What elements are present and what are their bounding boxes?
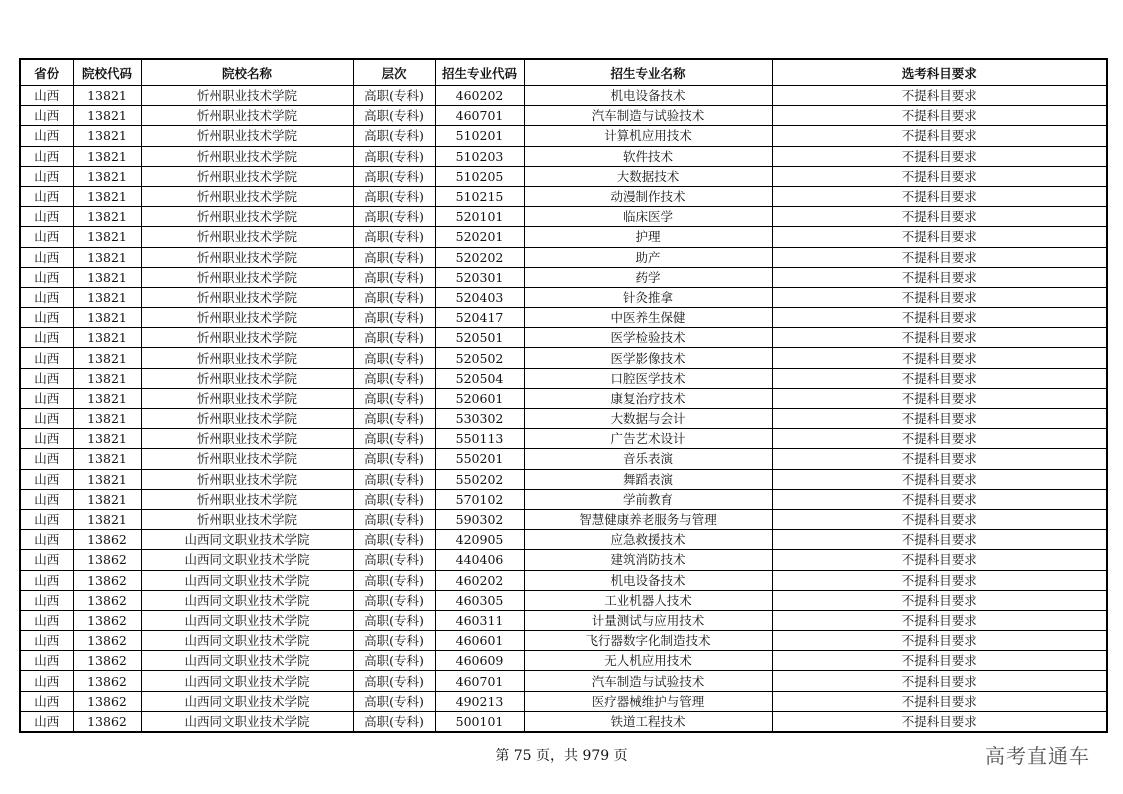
header-province: 省份 [20,59,73,86]
cell-level: 高职(专科) [353,691,435,711]
cell-school-name: 忻州职业技术学院 [141,267,353,287]
cell-major-code: 520417 [435,308,524,328]
cell-major-name: 医疗器械维护与管理 [524,691,772,711]
cell-province: 山西 [20,186,73,206]
cell-level: 高职(专科) [353,550,435,570]
cell-level: 高职(专科) [353,711,435,732]
cell-major-code: 590302 [435,509,524,529]
cell-major-code: 550201 [435,449,524,469]
cell-school-name: 山西同文职业技术学院 [141,691,353,711]
cell-school-name: 山西同文职业技术学院 [141,550,353,570]
cell-major-code: 550202 [435,469,524,489]
cell-province: 山西 [20,388,73,408]
table-row [20,146,1107,166]
cell-province: 山西 [20,711,73,732]
table-row [20,106,1107,126]
cell-school-name: 山西同文职业技术学院 [141,530,353,550]
cell-level: 高职(专科) [353,86,435,106]
header-subject-requirement: 选考科目要求 [772,59,1107,86]
cell-major-name: 医学影像技术 [524,348,772,368]
cell-school-name: 忻州职业技术学院 [141,449,353,469]
cell-subject-requirement: 不提科目要求 [772,126,1107,146]
table-row [20,590,1107,610]
cell-school-code: 13821 [73,409,141,429]
cell-level: 高职(专科) [353,368,435,388]
cell-major-name: 舞蹈表演 [524,469,772,489]
cell-school-code: 13862 [73,671,141,691]
cell-major-code: 520601 [435,388,524,408]
cell-major-code: 510215 [435,186,524,206]
cell-major-name: 广告艺术设计 [524,429,772,449]
cell-level: 高职(专科) [353,429,435,449]
cell-province: 山西 [20,287,73,307]
cell-subject-requirement: 不提科目要求 [772,449,1107,469]
cell-province: 山西 [20,590,73,610]
cell-major-code: 520502 [435,348,524,368]
cell-major-name: 中医养生保健 [524,308,772,328]
table-row [20,651,1107,671]
cell-school-name: 忻州职业技术学院 [141,368,353,388]
cell-school-name: 忻州职业技术学院 [141,86,353,106]
cell-subject-requirement: 不提科目要求 [772,146,1107,166]
cell-major-code: 520504 [435,368,524,388]
cell-province: 山西 [20,106,73,126]
cell-province: 山西 [20,409,73,429]
cell-school-name: 忻州职业技术学院 [141,227,353,247]
cell-subject-requirement: 不提科目要求 [772,86,1107,106]
cell-school-name: 忻州职业技术学院 [141,429,353,449]
cell-subject-requirement: 不提科目要求 [772,610,1107,630]
table-body [20,86,1107,733]
table-row [20,348,1107,368]
cell-major-code: 510205 [435,166,524,186]
cell-province: 山西 [20,267,73,287]
header-school-code: 院校代码 [73,59,141,86]
cell-school-name: 山西同文职业技术学院 [141,610,353,630]
cell-school-code: 13821 [73,489,141,509]
cell-school-code: 13862 [73,550,141,570]
cell-level: 高职(专科) [353,489,435,509]
cell-subject-requirement: 不提科目要求 [772,348,1107,368]
cell-province: 山西 [20,691,73,711]
cell-province: 山西 [20,146,73,166]
cell-school-code: 13821 [73,186,141,206]
cell-major-name: 护理 [524,227,772,247]
cell-school-name: 忻州职业技术学院 [141,287,353,307]
cell-school-name: 忻州职业技术学院 [141,207,353,227]
cell-major-name: 工业机器人技术 [524,590,772,610]
cell-subject-requirement: 不提科目要求 [772,186,1107,206]
cell-subject-requirement: 不提科目要求 [772,651,1107,671]
cell-level: 高职(专科) [353,409,435,429]
cell-major-code: 420905 [435,530,524,550]
cell-level: 高职(专科) [353,126,435,146]
cell-subject-requirement: 不提科目要求 [772,328,1107,348]
cell-school-code: 13821 [73,166,141,186]
cell-subject-requirement: 不提科目要求 [772,166,1107,186]
table-row [20,489,1107,509]
cell-school-name: 忻州职业技术学院 [141,106,353,126]
table-header-row [20,59,1107,86]
cell-school-code: 13821 [73,469,141,489]
cell-province: 山西 [20,631,73,651]
cell-school-code: 13821 [73,126,141,146]
cell-subject-requirement: 不提科目要求 [772,429,1107,449]
table-row [20,550,1107,570]
cell-major-name: 无人机应用技术 [524,651,772,671]
cell-province: 山西 [20,570,73,590]
cell-level: 高职(专科) [353,186,435,206]
cell-subject-requirement: 不提科目要求 [772,590,1107,610]
table-row [20,126,1107,146]
cell-major-name: 针灸推拿 [524,287,772,307]
cell-school-code: 13821 [73,348,141,368]
cell-subject-requirement: 不提科目要求 [772,509,1107,529]
cell-subject-requirement: 不提科目要求 [772,247,1107,267]
cell-school-name: 山西同文职业技术学院 [141,570,353,590]
cell-school-code: 13821 [73,146,141,166]
cell-major-code: 530302 [435,409,524,429]
cell-school-name: 忻州职业技术学院 [141,489,353,509]
cell-major-name: 汽车制造与试验技术 [524,671,772,691]
table-row [20,166,1107,186]
cell-major-name: 计算机应用技术 [524,126,772,146]
cell-major-name: 学前教育 [524,489,772,509]
cell-province: 山西 [20,227,73,247]
cell-province: 山西 [20,651,73,671]
cell-level: 高职(专科) [353,570,435,590]
table-row [20,509,1107,529]
cell-level: 高职(专科) [353,106,435,126]
cell-province: 山西 [20,469,73,489]
cell-subject-requirement: 不提科目要求 [772,287,1107,307]
cell-province: 山西 [20,509,73,529]
cell-school-name: 忻州职业技术学院 [141,469,353,489]
cell-province: 山西 [20,207,73,227]
cell-school-code: 13821 [73,207,141,227]
cell-school-code: 13821 [73,106,141,126]
cell-level: 高职(专科) [353,388,435,408]
cell-school-code: 13862 [73,711,141,732]
cell-subject-requirement: 不提科目要求 [772,530,1107,550]
cell-school-name: 忻州职业技术学院 [141,348,353,368]
cell-major-name: 动漫制作技术 [524,186,772,206]
cell-province: 山西 [20,489,73,509]
cell-school-name: 忻州职业技术学院 [141,308,353,328]
cell-level: 高职(专科) [353,247,435,267]
cell-school-code: 13821 [73,287,141,307]
cell-major-code: 490213 [435,691,524,711]
cell-school-code: 13821 [73,247,141,267]
cell-school-code: 13821 [73,227,141,247]
cell-major-code: 460701 [435,671,524,691]
cell-major-name: 机电设备技术 [524,570,772,590]
table-row [20,409,1107,429]
cell-major-code: 460202 [435,570,524,590]
cell-subject-requirement: 不提科目要求 [772,570,1107,590]
cell-school-name: 忻州职业技术学院 [141,409,353,429]
cell-province: 山西 [20,610,73,630]
cell-school-name: 山西同文职业技术学院 [141,631,353,651]
cell-major-name: 飞行器数字化制造技术 [524,631,772,651]
cell-school-name: 山西同文职业技术学院 [141,651,353,671]
cell-subject-requirement: 不提科目要求 [772,207,1107,227]
cell-school-code: 13821 [73,328,141,348]
cell-level: 高职(专科) [353,651,435,671]
table-row [20,570,1107,590]
cell-school-code: 13821 [73,267,141,287]
cell-school-code: 13862 [73,691,141,711]
table-row [20,671,1107,691]
cell-major-code: 520501 [435,328,524,348]
cell-school-code: 13821 [73,308,141,328]
cell-school-code: 13862 [73,530,141,550]
cell-major-code: 520403 [435,287,524,307]
cell-level: 高职(专科) [353,166,435,186]
cell-major-name: 大数据技术 [524,166,772,186]
cell-school-name: 忻州职业技术学院 [141,186,353,206]
watermark-text: 高考直通车 [985,744,1090,768]
cell-level: 高职(专科) [353,631,435,651]
cell-school-name: 山西同文职业技术学院 [141,671,353,691]
cell-level: 高职(专科) [353,267,435,287]
cell-major-code: 550113 [435,429,524,449]
cell-school-code: 13862 [73,570,141,590]
cell-major-code: 570102 [435,489,524,509]
table-row [20,388,1107,408]
cell-major-code: 510201 [435,126,524,146]
header-school-name: 院校名称 [141,59,353,86]
cell-level: 高职(专科) [353,348,435,368]
table-row [20,308,1107,328]
cell-province: 山西 [20,166,73,186]
cell-subject-requirement: 不提科目要求 [772,409,1107,429]
cell-province: 山西 [20,247,73,267]
table-row [20,328,1107,348]
cell-subject-requirement: 不提科目要求 [772,711,1107,732]
table-row [20,267,1107,287]
cell-subject-requirement: 不提科目要求 [772,368,1107,388]
cell-major-name: 软件技术 [524,146,772,166]
cell-major-code: 460601 [435,631,524,651]
cell-subject-requirement: 不提科目要求 [772,671,1107,691]
cell-subject-requirement: 不提科目要求 [772,550,1107,570]
cell-school-name: 山西同文职业技术学院 [141,711,353,732]
cell-subject-requirement: 不提科目要求 [772,227,1107,247]
cell-school-code: 13821 [73,429,141,449]
cell-level: 高职(专科) [353,328,435,348]
cell-province: 山西 [20,126,73,146]
table-row [20,449,1107,469]
cell-level: 高职(专科) [353,530,435,550]
cell-major-name: 音乐表演 [524,449,772,469]
cell-subject-requirement: 不提科目要求 [772,469,1107,489]
cell-subject-requirement: 不提科目要求 [772,691,1107,711]
cell-school-name: 忻州职业技术学院 [141,509,353,529]
cell-level: 高职(专科) [353,590,435,610]
cell-major-code: 460311 [435,610,524,630]
header-major-code: 招生专业代码 [435,59,524,86]
cell-subject-requirement: 不提科目要求 [772,106,1107,126]
cell-school-code: 13821 [73,368,141,388]
cell-province: 山西 [20,368,73,388]
cell-major-code: 520101 [435,207,524,227]
cell-level: 高职(专科) [353,207,435,227]
cell-school-code: 13862 [73,631,141,651]
cell-province: 山西 [20,328,73,348]
cell-major-name: 临床医学 [524,207,772,227]
cell-school-code: 13821 [73,388,141,408]
cell-major-code: 500101 [435,711,524,732]
cell-major-code: 520201 [435,227,524,247]
page-number: 第 75 页，共 979 页 [495,748,628,764]
cell-major-name: 助产 [524,247,772,267]
cell-school-name: 忻州职业技术学院 [141,388,353,408]
cell-province: 山西 [20,429,73,449]
cell-major-name: 大数据与会计 [524,409,772,429]
cell-province: 山西 [20,530,73,550]
table-row [20,86,1107,106]
table-row [20,207,1107,227]
cell-school-code: 13821 [73,509,141,529]
cell-major-code: 440406 [435,550,524,570]
cell-major-code: 460701 [435,106,524,126]
table-row [20,368,1107,388]
cell-major-name: 计量测试与应用技术 [524,610,772,630]
cell-major-name: 药学 [524,267,772,287]
cell-major-name: 汽车制造与试验技术 [524,106,772,126]
cell-major-code: 460202 [435,86,524,106]
cell-school-code: 13821 [73,449,141,469]
cell-province: 山西 [20,86,73,106]
cell-subject-requirement: 不提科目要求 [772,308,1107,328]
cell-major-code: 520202 [435,247,524,267]
cell-subject-requirement: 不提科目要求 [772,489,1107,509]
cell-school-name: 山西同文职业技术学院 [141,590,353,610]
cell-level: 高职(专科) [353,308,435,328]
cell-school-code: 13821 [73,86,141,106]
table-row [20,247,1107,267]
cell-province: 山西 [20,449,73,469]
table-row [20,631,1107,651]
header-level: 层次 [353,59,435,86]
cell-subject-requirement: 不提科目要求 [772,631,1107,651]
admissions-table [19,58,1108,733]
cell-level: 高职(专科) [353,227,435,247]
header-major-name: 招生专业名称 [524,59,772,86]
cell-level: 高职(专科) [353,671,435,691]
cell-major-name: 康复治疗技术 [524,388,772,408]
table-row [20,287,1107,307]
cell-province: 山西 [20,308,73,328]
cell-major-name: 应急救援技术 [524,530,772,550]
table-row [20,530,1107,550]
cell-major-name: 机电设备技术 [524,86,772,106]
cell-major-code: 510203 [435,146,524,166]
cell-major-name: 建筑消防技术 [524,550,772,570]
cell-school-name: 忻州职业技术学院 [141,328,353,348]
cell-major-code: 520301 [435,267,524,287]
table-row [20,691,1107,711]
cell-level: 高职(专科) [353,287,435,307]
table-row [20,429,1107,449]
cell-major-code: 460305 [435,590,524,610]
cell-major-name: 口腔医学技术 [524,368,772,388]
cell-school-code: 13862 [73,651,141,671]
cell-subject-requirement: 不提科目要求 [772,267,1107,287]
cell-school-name: 忻州职业技术学院 [141,247,353,267]
table-row [20,711,1107,732]
cell-level: 高职(专科) [353,469,435,489]
cell-major-name: 医学检验技术 [524,328,772,348]
cell-level: 高职(专科) [353,610,435,630]
cell-province: 山西 [20,671,73,691]
cell-level: 高职(专科) [353,449,435,469]
cell-major-name: 智慧健康养老服务与管理 [524,509,772,529]
cell-level: 高职(专科) [353,146,435,166]
cell-subject-requirement: 不提科目要求 [772,388,1107,408]
cell-major-name: 铁道工程技术 [524,711,772,732]
cell-school-name: 忻州职业技术学院 [141,146,353,166]
cell-province: 山西 [20,550,73,570]
cell-major-code: 460609 [435,651,524,671]
cell-school-name: 忻州职业技术学院 [141,126,353,146]
table-row [20,186,1107,206]
table-row [20,610,1107,630]
cell-school-code: 13862 [73,610,141,630]
cell-school-name: 忻州职业技术学院 [141,166,353,186]
cell-level: 高职(专科) [353,509,435,529]
cell-province: 山西 [20,348,73,368]
cell-school-code: 13862 [73,590,141,610]
table-row [20,227,1107,247]
table-row [20,469,1107,489]
